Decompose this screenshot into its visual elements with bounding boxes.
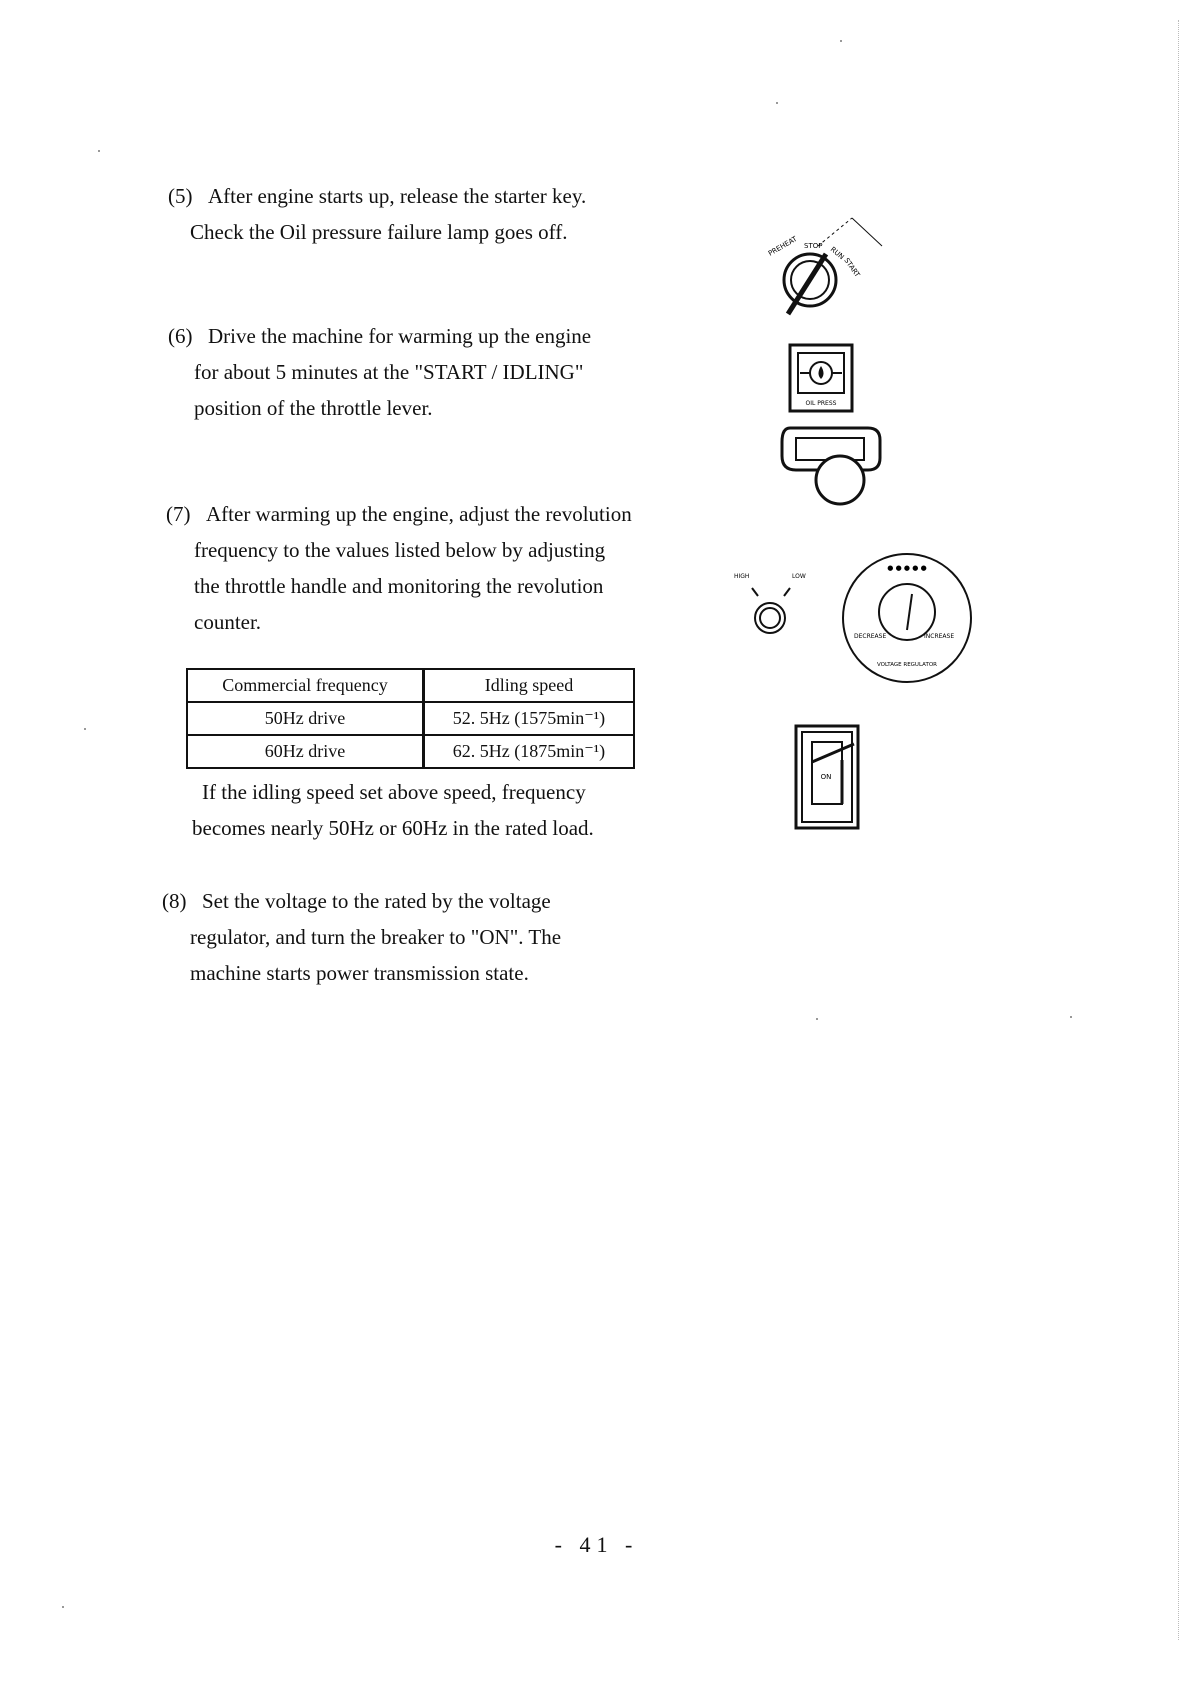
table-note-line: becomes nearly 50Hz or 60Hz in the rated load. [192,816,594,840]
breaker-on-label: ON [820,773,832,781]
table-header-row [187,669,634,702]
oil-pressure-lamp-figure [788,343,854,413]
throttle-switch-knob [760,608,780,628]
step-text: regulator, and turn the breaker to "ON". The [190,925,562,949]
table-header-cell: Idling speed [424,669,635,702]
breaker-switch-figure [794,724,860,830]
scan-speck [84,728,86,730]
page-number: - 41 - [554,1532,639,1557]
idling-speed-table [186,668,635,769]
svg-text:● ● ● ● ●: ● ● ● ● ● [887,564,927,572]
table-header-cell: Commercial frequency [187,669,424,702]
step-text: position of the throttle lever. [194,396,433,420]
step-text: the throttle handle and monitoring the revolution [194,574,604,598]
step-text: frequency to the values listed below by adjusting [194,538,606,562]
table-cell: 60Hz drive [187,735,424,768]
scan-speck [1070,1016,1072,1018]
scan-speck [776,102,778,104]
key-label-run: RUN [828,245,846,262]
scan-speck [840,40,842,42]
step-text: counter. [194,610,262,634]
step-8 [162,883,561,991]
table-row [187,702,634,735]
step-text: for about 5 minutes at the "START / IDLING" [194,360,584,384]
step-number: (5) [168,184,193,208]
step-text: After warming up the engine, adjust the revolution [206,502,632,526]
step-text: After engine starts up, release the starter key. [208,184,587,208]
regulator-caption: VOLTAGE REGULATOR [876,662,938,668]
step-text: Drive the machine for warming up the engine [208,324,592,348]
table-cell: 50Hz drive [187,702,424,735]
table-row [187,735,634,768]
step-7 [166,496,632,640]
step-number: (7) [166,502,191,526]
scan-speck [62,1606,64,1608]
step-5 [168,178,586,250]
step-number: (8) [162,889,187,913]
throttle-knob [816,456,864,504]
step-6 [168,318,591,426]
scan-edge-dotted-line [1178,20,1179,1640]
regulator-decrease-label: DECREASE [854,633,887,640]
voltage-regulator-figure [832,552,982,692]
key-label-stop: STOP [804,242,823,250]
throttle-high-label: HIGH [734,573,750,580]
table-cell: 52. 5Hz (1575min⁻¹) [424,702,635,735]
table-note-line: If the idling speed set above speed, frequency [202,780,586,804]
throttle-lever-figure [776,420,886,510]
key-label-start: START [842,256,862,279]
step-text: Set the voltage to the rated by the voltage [202,889,551,913]
scan-speck [816,1018,818,1020]
throttle-switch-figure [728,566,828,642]
step-text: Check the Oil pressure failure lamp goes off. [190,220,568,244]
step-number: (6) [168,324,193,348]
key-label-preheat: PREHEAT [767,234,799,258]
oil-lamp-label: OIL PRESS [805,400,837,407]
regulator-increase-label: INCREASE [924,633,955,640]
table-cell: 62. 5Hz (1875min⁻¹) [424,735,635,768]
scan-speck [98,150,100,152]
regulator-pointer [907,594,912,630]
throttle-low-label: LOW [792,573,806,580]
starter-key-switch-figure [760,210,890,330]
regulator-knob [879,584,935,640]
step-text: machine starts power transmission state. [190,961,529,985]
